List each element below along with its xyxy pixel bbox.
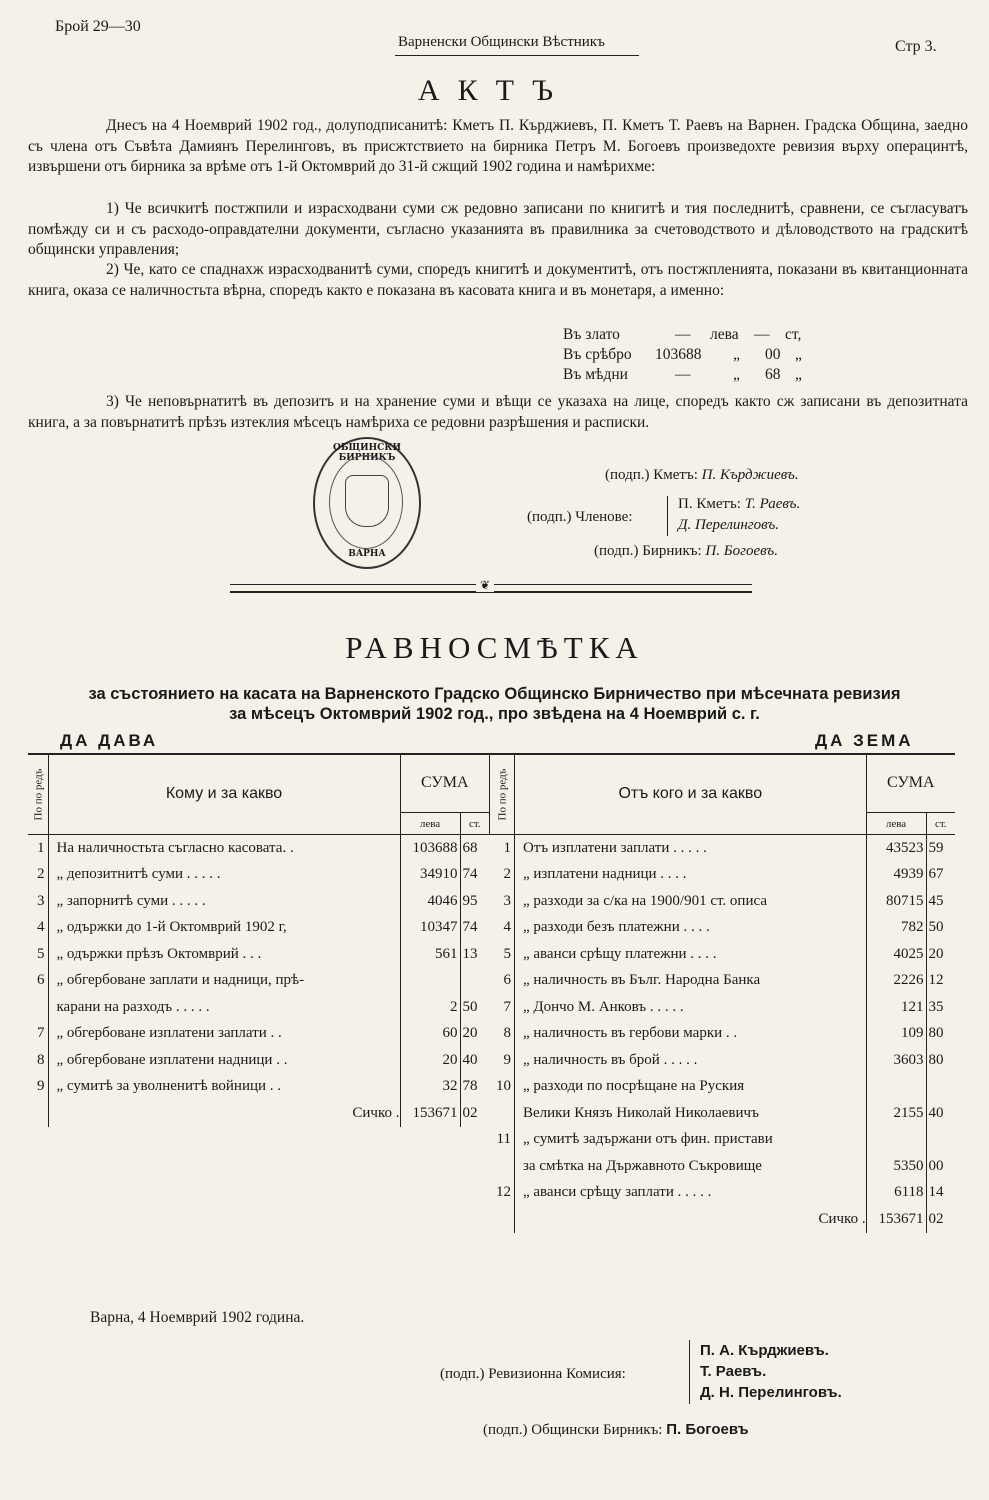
money-leva: 103688 (655, 346, 702, 363)
act-point-3: 3) Че неповърнатитѣ въ депозитъ и на хранение суми и вѣщи се указаха на лице, споредъ както сж записани въ депозитната книга, а за повърнатитѣ прѣзъ изтеклия мѣсецъ намѣриха се редовни разрѣшения и расписки. (28, 393, 968, 431)
municipal-collector-signature (483, 1421, 749, 1439)
total-st: 02 (462, 1104, 478, 1121)
col-number-header: По по редъ (490, 754, 515, 835)
row-st: 40 (462, 1051, 478, 1068)
row-description: „ наличность въ брой . . . . . (514, 1047, 866, 1074)
table-row (490, 888, 956, 915)
stamp-city-text: ВАРНА (348, 549, 386, 559)
total-number (490, 1206, 515, 1233)
money-label: Въ срѣбро (563, 346, 632, 363)
table-row (490, 1074, 956, 1101)
row-st: 80 (928, 1051, 944, 1068)
gold-line (563, 326, 823, 346)
row-description: „ разходи безъ платежни . . . . (514, 915, 866, 942)
row-description: „ обгербоване изплатени надници . . (48, 1047, 400, 1074)
row-st (926, 1074, 955, 1101)
money-st: — (754, 326, 770, 343)
row-number: 5 (490, 941, 515, 968)
act-title: АКТЪ (417, 74, 572, 107)
row-number: 4 (28, 915, 48, 942)
table-row (490, 835, 956, 862)
table-row (28, 968, 489, 995)
total-row (490, 1206, 956, 1233)
commission-member: П. А. Кърджиевъ. (700, 1342, 829, 1359)
signature-name: Т. Раевъ. (744, 496, 801, 512)
row-number: 10 (490, 1074, 515, 1101)
cash-breakdown (563, 326, 823, 386)
act-intro: Днесъ на 4 Ноемврий 1902 год., долуподписанитѣ: Кметъ П. Кърджиевъ, П. Кметъ Т. Раевъ на Варнен. Градска Община, заедно съ члена отъ Съвѣта Дамиянъ Перелинговъ, въ присжтствието на бирника Петръ М. Богоевъ произведохте ревизия върху операцинтѣ, извършени отъ бирника за врѣме отъ 1-й Октомврий до 31-й сжщий 1902 година и намѣрихме: (28, 117, 968, 175)
row-number: 11 (490, 1127, 515, 1154)
row-number: 5 (28, 941, 48, 968)
row-description: „ наличность въ гербови марки . . (514, 1021, 866, 1048)
row-leva: 3603 (866, 1047, 926, 1074)
row-leva: 121 (866, 994, 926, 1021)
row-number (28, 994, 48, 1021)
row-st: 12 (928, 972, 944, 989)
table-row (490, 1100, 956, 1127)
side-debit-label: ДА ДАВА (60, 731, 159, 750)
table-row (490, 1153, 956, 1180)
copper-line (563, 366, 823, 386)
money-st-unit: „ (795, 346, 802, 363)
row-number: 4 (490, 915, 515, 942)
row-leva: 561 (400, 941, 460, 968)
row-st: 95 (462, 892, 478, 909)
row-leva: 10347 (400, 915, 460, 942)
balance-subtitle-2: за мѣсецъ Октомврий 1902 год., про звѣдена на 4 Ноемврий с. г. (229, 705, 760, 723)
act-point-1: 1) Че всичкитѣ постжпили и израсходвани суми сж редовно записани по книгитѣ и тия последнитѣ, сравнени, се съгласуватъ помѣжду си и съ расходо-оправдателни документи, съгласно указанията въ правилника за счетоводството и дѣловодството на градскитѣ общински управления; (28, 200, 968, 258)
row-description: за смѣтка на Държавното Съкровище (514, 1153, 866, 1180)
table-row (490, 862, 956, 889)
total-st: 02 (928, 1210, 944, 1227)
row-leva: 4939 (866, 862, 926, 889)
row-number: 1 (490, 835, 515, 862)
row-number: 3 (28, 888, 48, 915)
row-leva: 32 (400, 1074, 460, 1101)
money-leva: — (675, 326, 691, 343)
page-number: Стр 3. (895, 38, 937, 55)
row-st: 80 (928, 1025, 944, 1042)
row-number: 12 (490, 1180, 515, 1207)
row-st: 68 (462, 839, 478, 856)
mayor-signature (605, 467, 799, 484)
row-st: 00 (928, 1157, 944, 1174)
stamp-ring-text: ОБЩИНСКИ БИРНИКЪ (332, 443, 402, 463)
row-leva: 782 (866, 915, 926, 942)
row-leva: 20 (400, 1047, 460, 1074)
row-st: 20 (462, 1025, 478, 1042)
row-leva: 4046 (400, 888, 460, 915)
commission-member: Т. Раевъ. (700, 1363, 767, 1380)
signature-prefix: (подп.) Кметъ: (605, 467, 698, 483)
money-leva-unit: „ (733, 366, 740, 383)
row-number: 8 (28, 1047, 48, 1074)
balance-subtitle-1: за състоянието на касата на Варненското Градско Общинско Бирничество при мѣсечната ревизия (88, 685, 901, 703)
crown-crest-icon (345, 475, 389, 527)
table-row (28, 862, 489, 889)
col-st-header: ст. (460, 813, 489, 835)
commission-prefix: (подп.) Ревизионна Комисия: (440, 1366, 626, 1382)
row-leva: 43523 (866, 835, 926, 862)
col-sum-header: СУМА (400, 754, 489, 813)
table-row (490, 915, 956, 942)
row-description: „ депозитнитѣ суми . . . . . (48, 862, 400, 889)
ornamental-divider: ❦ (230, 584, 752, 593)
money-st: 68 (765, 366, 781, 383)
signature-name: П. Богоевъ. (705, 543, 778, 559)
col-debit-desc-header: Кому и за какво (48, 754, 400, 835)
row-leva: 6118 (866, 1180, 926, 1207)
total-label: Сичко . (48, 1100, 400, 1127)
row-number: 6 (490, 968, 515, 995)
money-st-unit: „ (795, 366, 802, 383)
act-point-2: 2) Че, като се спаднахж израсходванитѣ суми, споредъ книгитѣ и документитѣ, отъ постжпленията, показани въ квитанционната книга, оказа се наличностьта вѣрна, споредъ както е показана въ касовата книга и въ монетаря, а именно: (28, 261, 968, 299)
commission-names (700, 1340, 842, 1403)
row-description: „ обгербоване изплатени заплати . . (48, 1021, 400, 1048)
commission-member: Д. Н. Перелинговъ. (700, 1384, 842, 1401)
table-row (28, 1047, 489, 1074)
journal-name: Варненски Общински Вѣстникъ (398, 34, 605, 50)
row-st: 35 (928, 998, 944, 1015)
row-description: „ сумитѣ задържани отъ фин. пристави (514, 1127, 866, 1154)
table-row (490, 1021, 956, 1048)
table-row (490, 968, 956, 995)
signature-name: П. Кърджиевъ. (701, 467, 799, 483)
journal-underline (395, 55, 639, 56)
col-number-header: По по редъ (28, 754, 48, 835)
row-leva: 80715 (866, 888, 926, 915)
debit-table (28, 754, 489, 1127)
row-description: „ одържки до 1-й Октомврий 1902 г, (48, 915, 400, 942)
row-st (460, 968, 489, 995)
row-number: 3 (490, 888, 515, 915)
row-st: 50 (462, 998, 478, 1015)
commission-brace (689, 1340, 690, 1404)
row-st (926, 1127, 955, 1154)
side-credit-label: ДА ЗЕМА (815, 731, 914, 750)
col-credit-desc-header: Отъ кого и за какво (514, 754, 866, 835)
col-sum-header: СУМА (866, 754, 955, 813)
table-row (28, 1021, 489, 1048)
issue-number: Брой 29—30 (55, 18, 141, 35)
row-description: „ разходи за с/ка на 1900/901 ст. описа (514, 888, 866, 915)
col-st-header: ст. (926, 813, 955, 835)
signature-prefix: (подп.) Бирникъ: (594, 543, 702, 559)
col-leva-header: лева (866, 813, 926, 835)
official-stamp (313, 437, 421, 569)
table-row (490, 1047, 956, 1074)
row-number: 7 (28, 1021, 48, 1048)
row-leva: 34910 (400, 862, 460, 889)
member2-signature (678, 517, 779, 534)
row-leva: 2226 (866, 968, 926, 995)
row-st: 20 (928, 945, 944, 962)
balance-title: РАВНОСМѢТКА (345, 630, 644, 665)
silver-line (563, 346, 823, 366)
total-leva: 153671 (866, 1206, 926, 1233)
table-row (28, 915, 489, 942)
row-number: 9 (490, 1047, 515, 1074)
table-row (28, 941, 489, 968)
money-label: Въ злато (563, 326, 620, 343)
row-description: Велики Князъ Николай Николаевичъ (514, 1100, 866, 1127)
row-st: 67 (928, 866, 944, 883)
row-leva (866, 1127, 926, 1154)
signature-name: П. Богоевъ (666, 1421, 749, 1438)
row-st: 50 (928, 919, 944, 936)
row-description: „ аванси срѣщу заплати . . . . . (514, 1180, 866, 1207)
row-description: „ запорнитѣ суми . . . . . (48, 888, 400, 915)
table-row (28, 835, 489, 862)
table-row (28, 1074, 489, 1101)
money-leva: — (675, 366, 691, 383)
collector-signature (594, 543, 778, 560)
row-st: 74 (462, 866, 478, 883)
row-st: 14 (928, 1184, 944, 1201)
row-number: 6 (28, 968, 48, 995)
row-st: 13 (462, 945, 478, 962)
col-leva-header: лева (400, 813, 460, 835)
row-number: 9 (28, 1074, 48, 1101)
members-prefix: (подп.) Членове: (527, 509, 633, 525)
row-number: 1 (28, 835, 48, 862)
money-leva-unit: „ (733, 346, 740, 363)
row-description: „ наличность въ Бълг. Народна Банка (514, 968, 866, 995)
row-description: Отъ изплатени заплати . . . . . (514, 835, 866, 862)
row-st: 59 (928, 839, 944, 856)
signature-prefix: П. Кметъ: (678, 496, 741, 512)
row-description: „ обгербоване заплати и надници, прѣ- (48, 968, 400, 995)
row-description: „ одържки прѣзъ Октомврий . . . (48, 941, 400, 968)
total-label: Сичко . (514, 1206, 866, 1233)
table-row (28, 994, 489, 1021)
row-leva (400, 968, 460, 995)
total-row (28, 1100, 489, 1127)
credit-table (489, 754, 955, 1233)
row-description: карани на разходъ . . . . . (48, 994, 400, 1021)
table-row (490, 1127, 956, 1154)
row-description: „ изплатени надници . . . . (514, 862, 866, 889)
row-number: 2 (28, 862, 48, 889)
table-row (490, 1180, 956, 1207)
row-number (490, 1153, 515, 1180)
place-date: Варна, 4 Ноемврий 1902 година. (90, 1309, 305, 1326)
member1-signature (678, 496, 800, 513)
row-number: 7 (490, 994, 515, 1021)
members-brace (667, 496, 668, 536)
row-leva: 103688 (400, 835, 460, 862)
row-leva: 60 (400, 1021, 460, 1048)
row-number: 2 (490, 862, 515, 889)
total-leva: 153671 (400, 1100, 460, 1127)
row-leva (866, 1074, 926, 1101)
row-description: „ аванси срѣщу платежни . . . . (514, 941, 866, 968)
money-st-unit: ст, (785, 326, 802, 343)
money-label: Въ мѣдни (563, 366, 628, 383)
row-leva: 4025 (866, 941, 926, 968)
signature-prefix: (подп.) Общински Бирникъ: (483, 1422, 663, 1438)
table-row (490, 941, 956, 968)
row-description: „ Дончо М. Анковъ . . . . . (514, 994, 866, 1021)
row-description: „ разходи по посрѣщане на Руския (514, 1074, 866, 1101)
money-leva-unit: лева (710, 326, 739, 343)
row-st: 78 (462, 1078, 478, 1095)
row-st: 45 (928, 892, 944, 909)
row-description: „ сумитѣ за уволненитѣ войници . . (48, 1074, 400, 1101)
money-st: 00 (765, 346, 781, 363)
row-leva: 2 (400, 994, 460, 1021)
row-leva: 109 (866, 1021, 926, 1048)
signature-name: Д. Перелинговъ. (678, 517, 780, 533)
row-number: 8 (490, 1021, 515, 1048)
table-row (28, 888, 489, 915)
row-leva: 5350 (866, 1153, 926, 1180)
total-number (28, 1100, 48, 1127)
row-st: 74 (462, 919, 478, 936)
row-leva: 2155 (866, 1100, 926, 1127)
table-row (490, 994, 956, 1021)
row-description: На наличностьта съгласно касовата. . (48, 835, 400, 862)
row-st: 40 (928, 1104, 944, 1121)
row-number (490, 1100, 515, 1127)
